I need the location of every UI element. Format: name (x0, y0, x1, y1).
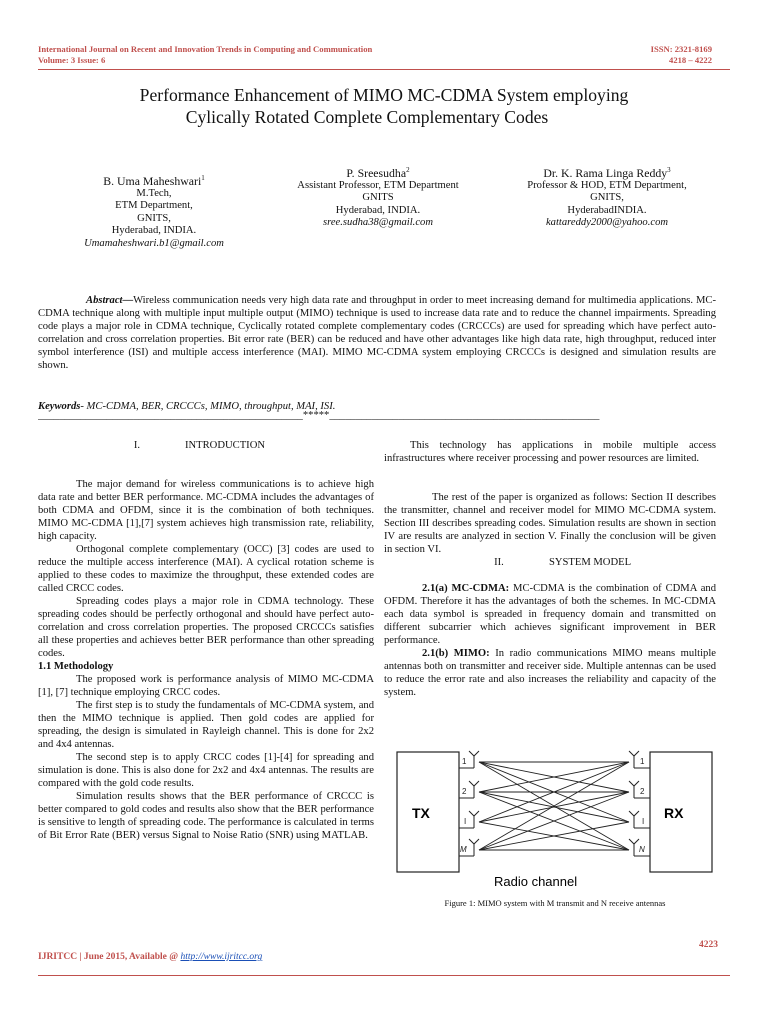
keywords-label: Keywords (38, 401, 81, 412)
rx-index: 1 (640, 757, 645, 766)
author-line: GNITS (362, 192, 394, 204)
tx-index: 1 (462, 757, 467, 766)
radio-channel-label: Radio channel (494, 874, 578, 889)
author-sup: 3 (667, 166, 671, 174)
channel-paths (479, 762, 629, 850)
paragraph-text: In radio communications MIMO means multiple antennas both on transmitter and receiver side. Multiple antennas can be used to reduce the error rate and also increases the reliability and capacity of the system. (384, 648, 716, 698)
author-line: GNITS, (137, 212, 171, 224)
paragraph: The major demand for wireless communications is to achieve high data rate and better BER performance. MC-CDMA includes the advantages of both CDMA and OFDM, since it is the combination of both techniques. MIMO MC-CDMA [1],[7] system achieves high transmission rate, reliability, high capacity. (38, 479, 374, 542)
paragraph: Simulation results shows that the BER performance of CRCCC is better compared to gold codes and results also show that the BER performance is sensitive to length of spreading code. The performance is calculated in terms of Bit Error Rate (BER) versus Signal to Noise Ratio (SNR) using MATLAB. (38, 791, 374, 841)
author-name: Dr. K. Rama Linga Reddy (543, 165, 668, 180)
paragraph: This technology has applications in mobile multiple access infrastructures where receiver processing and power resources are limited. (384, 440, 716, 464)
volume-info: Volume: 3 Issue: 6 (38, 55, 106, 65)
methodology-heading: 1.1 Methodology (38, 661, 114, 672)
separator-line: __________________________________________________*****___________________________________________________ (38, 410, 600, 421)
author-2 (272, 164, 484, 230)
paragraph: The second step is to apply CRCC codes [1]-[4] for spreading and simulation is done. This is also done for 2x2 and 4x4 antennas. The results are compared with the gold code results. (38, 752, 374, 789)
title-line-2: Cylically Rotated Complete Complementary Codes (185, 107, 549, 127)
journal-name: International Journal on Recent and Innovation Trends in Computing and Communication (38, 44, 373, 54)
right-column (384, 439, 716, 699)
abstract (38, 294, 716, 372)
subsection-label: 2.1(a) MC-CDMA: (422, 583, 510, 594)
section-number: I. (133, 440, 141, 451)
page-number: 4223 (699, 940, 718, 950)
subsection-label: 2.1(b) MIMO: (422, 648, 490, 659)
paragraph: The proposed work is performance analysis of MIMO MC-CDMA [1], [7] technique employing CRCC codes. (38, 674, 374, 698)
author-line: GNITS, (590, 192, 624, 204)
rx-index: N (639, 845, 645, 854)
author-line: ETM Department, (115, 200, 193, 212)
footer-text: IJRITCC | June 2015, Available @ (38, 952, 181, 962)
left-column (38, 439, 374, 842)
author-name: B. Uma Maheshwari (103, 173, 202, 188)
tx-index: M (460, 845, 467, 854)
section-title: SYSTEM MODEL (548, 557, 632, 568)
author-sup: 2 (406, 166, 410, 174)
author-line: Professor & HOD, ETM Department, (527, 179, 687, 191)
section-heading-1 (0, 439, 374, 452)
tx-antennas (459, 751, 479, 856)
author-1 (54, 172, 254, 250)
paragraph: Orthogonal complete complementary (OCC) [3] codes are used to reduce the multiple access interference (MAI). A cyclical rotation scheme is applied to these codes to maximize the throughput, these extended codes are called CRCC codes. (38, 544, 374, 594)
paragraph: Spreading codes plays a major role in CDMA technology. These spreading codes should be perfectly orthogonal and should have perfect auto-correlation and cross correlation properties. The proposed CRCCCs satisfies all these properties and achieves better BER performance than other spreading codes. (38, 596, 374, 659)
header-rule (38, 69, 730, 70)
paragraph (384, 582, 716, 647)
mimo-figure (394, 748, 716, 890)
page-range: 4218 – 4222 (669, 55, 712, 65)
tx-label: TX (412, 805, 430, 821)
mimo-diagram (394, 748, 716, 890)
abstract-label: Abstract (86, 295, 123, 306)
author-3 (500, 164, 714, 230)
paragraph: The rest of the paper is organized as follows: Section II describes the transmitter, channel and receiver model for MIMO MC-CDMA system. Section III describes spreading codes. Simulation results are shown in section IV are results are analyzed in section V. Finally the conclusion will be given in section VI. (384, 492, 716, 555)
author-email[interactable]: sree.sudha38@gmail.com (323, 217, 433, 229)
keywords-text: - MC-CDMA, BER, CRCCCs, MIMO, throughput, MAI, ISI. (80, 401, 336, 412)
footer (38, 952, 262, 962)
abstract-text: Wireless communication needs very high data rate and throughput in order to meet increasing demand for multimedia applications. MC-CDMA technique along with multiple input multiple output (MIMO) technique is used to increase data rate and to reduce the channel impairments. Spreading code plays a major role in CDMA technique, Cyclically rotated complete complementary codes (CRCCCs) are used for spreading which have perfect auto-correlation and cross correlation properties. Bit error rate (BER) can be reduced and have other advantages like high data rate, high throughput, reduced inter symbol interference (ISI) and multiple access interference (MAI). MIMO MC-CDMA system employing CRCCCs is designed and simulation results are shown. (38, 295, 716, 371)
paragraph-text: MC-CDMA is the combination of CDMA and OFDM. Therefore it has the advantages of both the schemes. In MC-CDMA each data symbol is spreaded in frequency domain and transmitted on different subcarrier which achieves significant improvement in BER performance. (384, 583, 716, 646)
figure-caption: Figure 1: MIMO system with M transmit and N receive antennas (444, 898, 666, 908)
abstract-dash: — (122, 295, 134, 306)
paragraph (384, 647, 716, 699)
footer-rule (38, 975, 730, 976)
author-email[interactable]: kattareddy2000@yahoo.com (545, 217, 669, 229)
rx-antennas (629, 751, 650, 856)
journal-link[interactable]: http://www.ijritcc.org (180, 952, 263, 962)
author-line: HyderabadINDIA. (567, 204, 647, 216)
rx-label: RX (664, 805, 684, 821)
author-name: P. Sreesudha (346, 165, 407, 180)
author-line: Hyderabad, INDIA. (111, 225, 197, 237)
tx-index: I (464, 817, 467, 826)
tx-index: 2 (462, 787, 467, 796)
author-email[interactable]: Umamaheshwari.b1@gmail.com (84, 237, 224, 249)
author-line: Assistant Professor, ETM Department (297, 179, 459, 191)
author-line: Hyderabad, INDIA. (335, 204, 421, 216)
author-sup: 1 (201, 174, 205, 182)
rx-index: 2 (640, 787, 645, 796)
author-line: M.Tech, (136, 187, 172, 199)
paragraph: The first step is to study the fundamentals of MC-CDMA system, and then the MIMO technique is applied. Then gold codes are applied for spreading, the design is simulated in Rayleigh channel. This is done for 2x2 and 4x4 antennas. (38, 700, 374, 750)
section-number: II. (494, 557, 504, 568)
issn: ISSN: 2321-8169 (650, 44, 712, 54)
rx-index: I (642, 817, 645, 826)
paper-title (40, 84, 728, 128)
section-heading-2 (384, 556, 716, 569)
title-line-1: Performance Enhancement of MIMO MC-CDMA System employing (139, 85, 629, 105)
section-title: INTRODUCTION (184, 440, 266, 451)
